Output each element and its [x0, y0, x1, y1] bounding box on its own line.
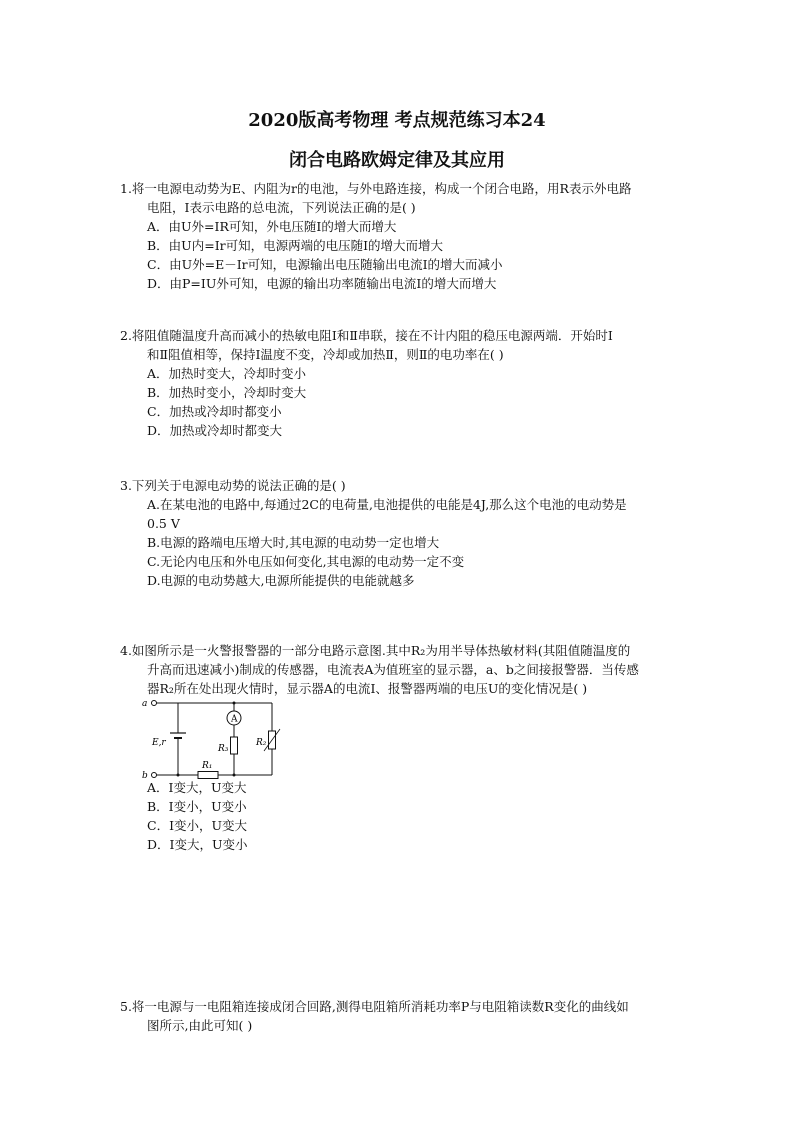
question-3-stem: 3.下列关于电源电动势的说法正确的是( ) [120, 478, 346, 493]
page-title: 2020版高考物理 考点规范练习本24 [248, 110, 546, 131]
question-5 [120, 997, 706, 1035]
question-4-option-b: B．I变小，U变小 [147, 799, 247, 814]
terminal-a [152, 701, 157, 706]
question-1-option-c: C．由U外=E－Ir可知，电源输出电压随输出电流I的增大而减小 [147, 257, 503, 272]
question-4-option-c: C．I变小，U变大 [147, 818, 248, 833]
question-3-option-d: D.电源的电动势越大,电源所能提供的电能就越多 [147, 573, 415, 588]
junction-dot [233, 702, 236, 705]
label-ammeter: A [231, 714, 238, 725]
resistor-r3 [231, 737, 238, 754]
junction-dot [233, 774, 236, 777]
question-4-option-d: D．I变大，U变小 [147, 837, 248, 852]
question-2-option-c: C．加热或冷却时都变小 [147, 404, 282, 419]
question-3-option-b: B.电源的路端电压增大时,其电源的电动势一定也增大 [147, 535, 440, 550]
label-b: b [142, 771, 148, 781]
question-4-stem: 4.如图所示是一火警报警器的一部分电路示意图.其中R₂为用半导体热敏材料(其阻值随温度的 [120, 643, 631, 658]
question-3 [120, 476, 706, 590]
label-r2: R₂ [256, 738, 267, 748]
question-5-stem: 5.将一电源与一电阻箱连接成闭合回路,测得电阻箱所消耗功率P与电阻箱读数R变化的曲线如 [120, 999, 629, 1014]
label-r1: R₁ [202, 761, 213, 771]
question-2-stem: 2.将阻值随温度升高而减小的热敏电阻Ⅰ和Ⅱ串联，接在不计内阻的稳压电源两端．开始时Ⅰ [120, 328, 613, 343]
question-4-stem-cont-1: 升高而迅速减小)制成的传感器，电流表A为值班室的显示器，a、b之间接报警器．当传感 [147, 662, 639, 677]
question-2-option-b: B．加热时变小，冷却时变大 [147, 385, 307, 400]
question-3-option-a-cont: 0.5 V [147, 516, 180, 531]
question-4-option-a: A．I变大，U变大 [147, 780, 247, 795]
label-er: E,r [152, 738, 166, 748]
page-subtitle: 闭合电路欧姆定律及其应用 [289, 150, 505, 171]
terminal-b [152, 773, 157, 778]
question-2-option-d: D．加热或冷却时都变大 [147, 423, 283, 438]
question-4-stem-cont-2: 器R₂所在处出现火情时，显示器A的电流I、报警器两端的电压U的变化情况是( ) [147, 681, 588, 696]
question-1-stem-cont: 电阻，I表示电路的总电流，下列说法正确的是( ) [147, 200, 416, 215]
question-2 [120, 326, 706, 440]
question-1-option-a: A．由U外=IR可知，外电压随I的增大而增大 [147, 219, 397, 234]
question-4-options [147, 778, 248, 854]
question-1 [120, 179, 706, 293]
question-2-option-a: A．加热时变大，冷却时变小 [147, 366, 307, 381]
junction-dot [177, 774, 180, 777]
question-1-option-b: B．由U内=Ir可知，电源两端的电压随I的增大而增大 [147, 238, 444, 253]
question-3-option-c: C.无论内电压和外电压如何变化,其电源的电动势一定不变 [147, 554, 465, 569]
question-2-stem-cont: 和Ⅱ阻值相等，保持Ⅰ温度不变，冷却或加热Ⅱ，则Ⅱ的电功率在( ) [147, 347, 504, 362]
question-1-option-d: D．由P=IU外可知，电源的输出功率随输出电流I的增大而增大 [147, 276, 497, 291]
question-3-option-a: A.在某电池的电路中,每通过2C的电荷量,电池提供的电能是4J,那么这个电池的电动势是 [147, 497, 627, 512]
label-a: a [142, 699, 148, 709]
circuit-diagram [140, 695, 290, 785]
question-1-stem: 1.将一电源电动势为E、内阻为r的电池，与外电路连接，构成一个闭合电路，用R表示外电路 [120, 181, 632, 196]
label-r3: R₃ [218, 744, 229, 754]
question-5-stem-cont: 图所示,由此可知( ) [147, 1018, 253, 1033]
question-4 [120, 641, 706, 698]
